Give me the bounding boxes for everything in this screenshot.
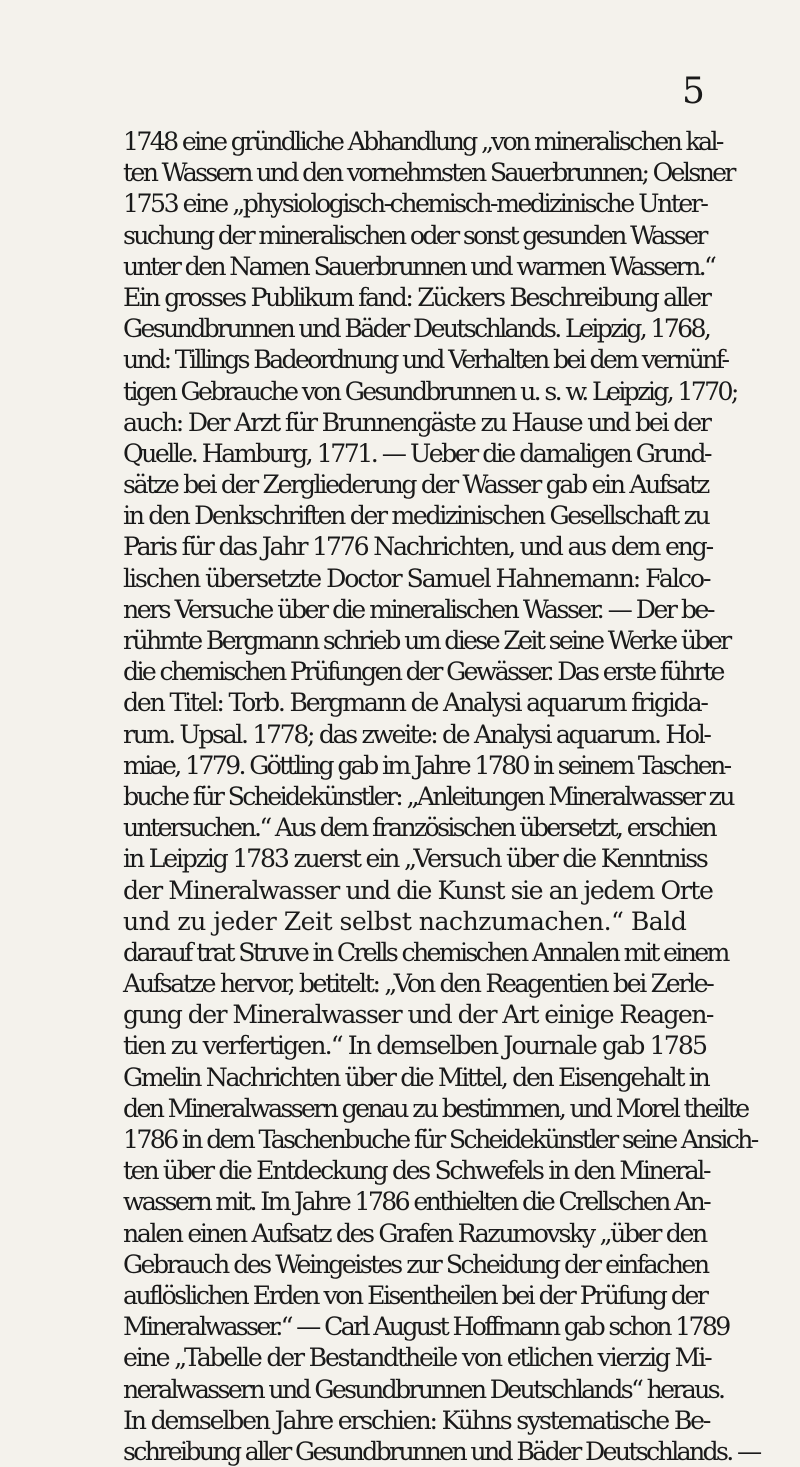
text-line: auch: Der Arzt für Brunnengäste zu Hause und bei der — [123, 407, 710, 437]
text-line: Gebrauch des Weingeistes zur Scheidung der einfachen — [123, 1249, 708, 1279]
text-line: 1753 eine „physiologisch-chemisch-medizinische Unter- — [123, 189, 707, 219]
text-line: unter den Namen Sauerbrunnen und warmen Wassern.“ — [123, 251, 715, 281]
text-line: Aufsatze hervor, betitelt: „Von den Reagentien bei Zerle- — [123, 969, 713, 999]
text-line: sätze bei der Zergliederung der Wasser gab ein Aufsatz — [123, 470, 708, 500]
text-line: wassern mit. Im Jahre 1786 enthielten die Crellschen An- — [123, 1187, 709, 1217]
text-line: ners Versuche über die mineralischen Wasser. — Der be- — [123, 594, 713, 624]
text-line: auflöslichen Erden von Eisentheilen bei der Prüfung der — [123, 1280, 707, 1310]
text-line: darauf trat Struve in Crells chemischen Annalen mit einem — [123, 937, 728, 967]
text-line: In demselben Jahre erschien: Kühns systematische Be- — [123, 1405, 710, 1435]
text-line: rühmte Bergmann schrieb um diese Zeit seine Werke über — [123, 626, 730, 655]
text-line: ten Wassern und den vornehmsten Sauerbrunnen; Oelsner — [123, 158, 734, 188]
text-line: der Mineralwasser und die Kunst sie an jedem Orte — [123, 875, 713, 905]
text-line: tien zu verfertigen.“ In demselben Journale gab 1785 — [123, 1031, 707, 1061]
text-line: Ein grosses Publikum fand: Zückers Beschreibung aller — [123, 282, 710, 312]
text-line: Mineralwasser.“ — Carl August Hoffmann gab schon 1789 — [123, 1312, 729, 1342]
text-line: neralwassern und Gesundbrunnen Deutschlands“ heraus. — [123, 1374, 724, 1404]
text-line: schreibung aller Gesundbrunnen und Bäder Deutschlands. — — [123, 1436, 760, 1466]
text-line: nalen einen Aufsatz des Grafen Razumovsky „über den — [123, 1218, 706, 1248]
text-line: rum. Upsal. 1778; das zweite: de Analysi aquarum. Hol- — [123, 719, 710, 749]
text-line: und: Tillings Badeordnung und Verhalten bei dem vernünf- — [123, 345, 728, 375]
body-text — [123, 126, 760, 1467]
text-line: lischen übersetzte Doctor Samuel Hahnemann: Falco- — [123, 563, 710, 593]
text-line: in Leipzig 1783 zuerst ein „Versuch über die Kenntniss — [123, 844, 707, 874]
text-line: in den Denkschriften der medizinischen Gesellschaft zu — [123, 501, 709, 531]
text-line: 1786 in dem Taschenbuche für Scheidekünstler seine Ansich- — [123, 1125, 757, 1154]
text-line: Gmelin Nachrichten über die Mittel, den Eisengehalt in — [123, 1062, 709, 1092]
text-line: Gesundbrunnen und Bäder Deutschlands. Leipzig, 1768, — [123, 314, 710, 344]
text-line: buche für Scheidekünstler: „Anleitungen Mineralwasser zu — [123, 781, 733, 811]
text-line: ten über die Entdeckung des Schwefels in den Mineral- — [123, 1156, 710, 1186]
text-line: tigen Gebrauche von Gesundbrunnen u. s. w. Leipzig, 1770; — [123, 376, 737, 406]
text-line: den Titel: Torb. Bergmann de Analysi aquarum frigida- — [123, 688, 707, 718]
text-line: und zu jeder Zeit selbst nachzumachen.“ Bald — [123, 906, 687, 936]
text-line: gung der Mineralwasser und der Art einige Reagen- — [123, 1000, 713, 1030]
text-line: eine „Tabelle der Bestandtheile von etlichen vierzig Mi- — [123, 1343, 711, 1373]
text-line: Quelle. Hamburg, 1771. — Ueber die damaligen Grund- — [123, 438, 710, 468]
text-line: den Mineralwassern genau zu bestimmen, und Morel theilte — [123, 1093, 748, 1123]
text-line: Paris für das Jahr 1776 Nachrichten, und aus dem eng- — [123, 532, 712, 562]
text-line: 1748 eine gründliche Abhandlung „von mineralischen kal- — [123, 127, 722, 156]
text-line: die chemischen Prüfungen der Gewässer. Das erste führte — [123, 657, 723, 687]
page-number: 5 — [682, 71, 705, 112]
text-line: suchung der mineralischen oder sonst gesunden Wasser — [123, 220, 706, 250]
text-line: miae, 1779. Göttling gab im Jahre 1780 in seinem Taschen- — [123, 750, 730, 780]
text-line: untersuchen.“ Aus dem französischen übersetzt, erschien — [123, 813, 715, 843]
